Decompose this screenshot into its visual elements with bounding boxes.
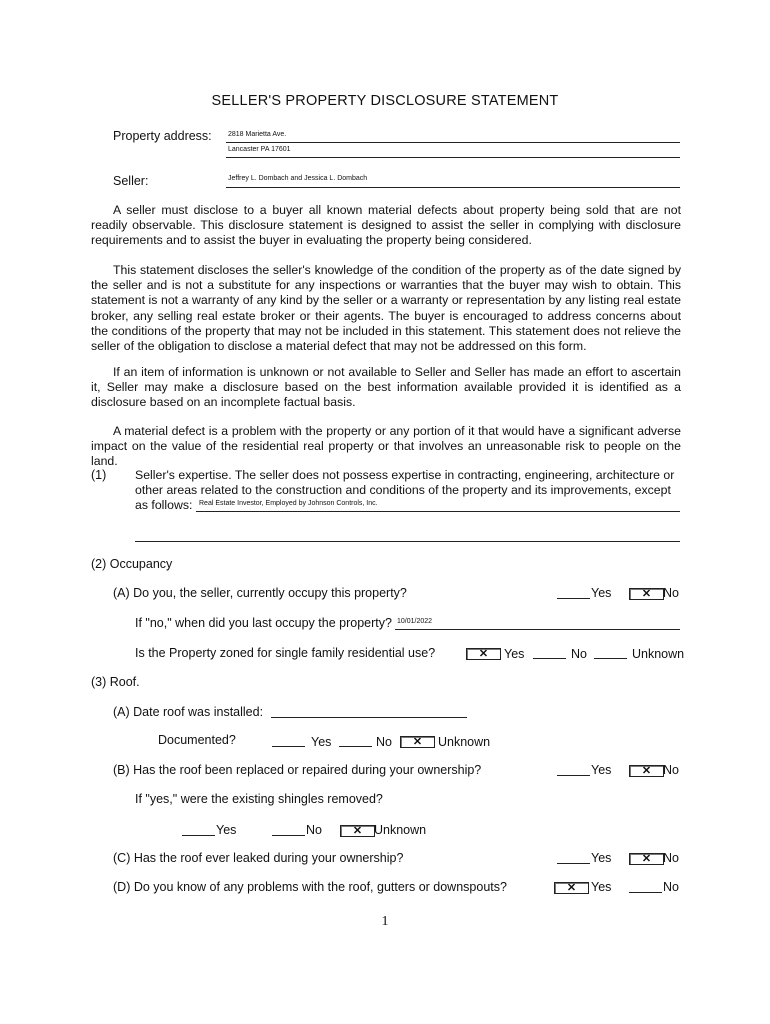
zoned-unknown-box[interactable] <box>594 648 627 659</box>
occupy-no-label: No <box>663 586 679 600</box>
problems-no-box[interactable] <box>629 882 662 893</box>
leaked-no-box[interactable]: ✕ <box>629 853 664 865</box>
property-address-line1-rule <box>226 142 680 143</box>
problems-yes-box[interactable]: ✕ <box>554 882 589 894</box>
shingles-no-label: No <box>306 823 322 837</box>
occupancy-heading: (2) Occupancy <box>91 557 173 571</box>
roof-installed-rule[interactable] <box>271 717 467 718</box>
zoned-yes-box[interactable]: ✕ <box>466 648 501 660</box>
intro-paragraph-3 <box>91 365 681 411</box>
expertise-line2: other areas related to the construction and conditions of the property and its improvements, except <box>135 483 671 497</box>
leaked-yes-box[interactable] <box>557 853 590 864</box>
occupy-yes-label: Yes <box>591 586 612 600</box>
documented-no-label: No <box>376 735 392 749</box>
documented-no-box[interactable] <box>339 736 372 747</box>
seller-rule <box>226 187 680 188</box>
page-title: SELLER'S PROPERTY DISCLOSURE STATEMENT <box>211 93 559 109</box>
documented-unknown-label: Unknown <box>438 735 491 749</box>
intro-paragraph-4 <box>91 424 681 470</box>
intro-paragraph-1-text: A seller must disclose to a buyer all known material defects about property being sold that are not readily observable. This disclosure statement is designed to assist the seller in complying with disclosure requirements and to assist the buyer in evaluating the property being considered. <box>91 203 681 248</box>
expertise-line3: as follows: <box>135 498 193 512</box>
shingles-unknown-label: Unknown <box>374 823 427 837</box>
replaced-yes-label: Yes <box>591 763 612 777</box>
expertise-line1: Seller's expertise. The seller does not possess expertise in contracting, engineering, architecture or <box>135 468 675 482</box>
roof-question-b: (B) Has the roof been replaced or repaired during your ownership? <box>113 763 482 777</box>
intro-paragraph-4-text: A material defect is a problem with the property or any portion of it that would have a significant adverse impact on the value of the residential real property or that involves an unreasonable risk to people on the land. <box>91 424 681 469</box>
expertise-rule-1 <box>196 511 680 512</box>
expertise-rule-2 <box>135 541 680 542</box>
property-address-label: Property address: <box>113 129 212 143</box>
intro-paragraph-1 <box>91 203 681 249</box>
intro-paragraph-3-text: If an item of information is unknown or not available to Seller and Seller has made an effort to ascertain it, Seller may make a disclosure based on the best information available provided it is identified as a disclosure based on an incomplete factual basis. <box>91 365 681 410</box>
seller-label: Seller: <box>113 174 149 188</box>
replaced-no-box[interactable]: ✕ <box>629 765 664 777</box>
shingles-question: If "yes," were the existing shingles removed? <box>135 792 383 806</box>
intro-paragraph-2 <box>91 263 681 354</box>
documented-yes-box[interactable] <box>272 736 305 747</box>
problems-no-label: No <box>663 880 679 894</box>
occupy-no-box[interactable]: ✕ <box>629 588 664 600</box>
zoned-yes-label: Yes <box>504 647 525 661</box>
roof-question-c: (C) Has the roof ever leaked during your ownership? <box>113 851 404 865</box>
seller-value: Jeffrey L. Dombach and Jessica L. Dombach <box>228 175 368 182</box>
expertise-number: (1) <box>91 468 107 482</box>
replaced-yes-box[interactable] <box>557 765 590 776</box>
documented-question: Documented? <box>158 733 236 747</box>
problems-yes-label: Yes <box>591 880 612 894</box>
property-address-line2: Lancaster PA 17601 <box>228 146 291 153</box>
replaced-no-label: No <box>663 763 679 777</box>
zoned-question: Is the Property zoned for single family residential use? <box>135 646 436 660</box>
roof-question-d: (D) Do you know of any problems with the roof, gutters or downspouts? <box>113 880 507 894</box>
property-address-line2-rule <box>226 157 680 158</box>
leaked-yes-label: Yes <box>591 851 612 865</box>
property-address-line1: 2818 Marietta Ave. <box>228 131 287 138</box>
shingles-yes-label: Yes <box>216 823 237 837</box>
shingles-no-box[interactable] <box>272 825 305 836</box>
occupancy-question-a: (A) Do you, the seller, currently occupy this property? <box>113 586 407 600</box>
roof-question-a: (A) Date roof was installed: <box>113 705 264 719</box>
documented-unknown-box[interactable]: ✕ <box>400 736 435 748</box>
last-occupied-question: If "no," when did you last occupy the property? <box>135 616 392 630</box>
documented-yes-label: Yes <box>311 735 332 749</box>
zoned-no-label: No <box>571 647 587 661</box>
roof-heading: (3) Roof. <box>91 675 140 689</box>
zoned-no-box[interactable] <box>533 648 566 659</box>
shingles-yes-box[interactable] <box>182 825 215 836</box>
zoned-unknown-label: Unknown <box>632 647 685 661</box>
intro-paragraph-2-text: This statement discloses the seller's knowledge of the condition of the property as of the date signed by the seller and is not a substitute for any inspections or warranties that the buyer may wish to obtain. This statement is not a warranty of any kind by the seller or a warranty or representation by any listing real estate broker, any selling real estate broker or their agents. The buyer is encouraged to address concerns about the conditions of the property that may not be included in this statement. This statement does not relieve the seller of the obligation to disclose a material defect that may not be addressed on this form. <box>91 263 681 354</box>
last-occupied-date: 10/01/2022 <box>397 618 433 625</box>
last-occupied-rule <box>395 629 680 630</box>
shingles-unknown-box[interactable]: ✕ <box>340 825 375 837</box>
occupy-yes-box[interactable] <box>557 588 590 599</box>
page-number: 1 <box>381 914 389 929</box>
expertise-answer: Real Estate Investor, Employed by Johnson Controls, Inc. <box>199 500 378 507</box>
leaked-no-label: No <box>663 851 679 865</box>
